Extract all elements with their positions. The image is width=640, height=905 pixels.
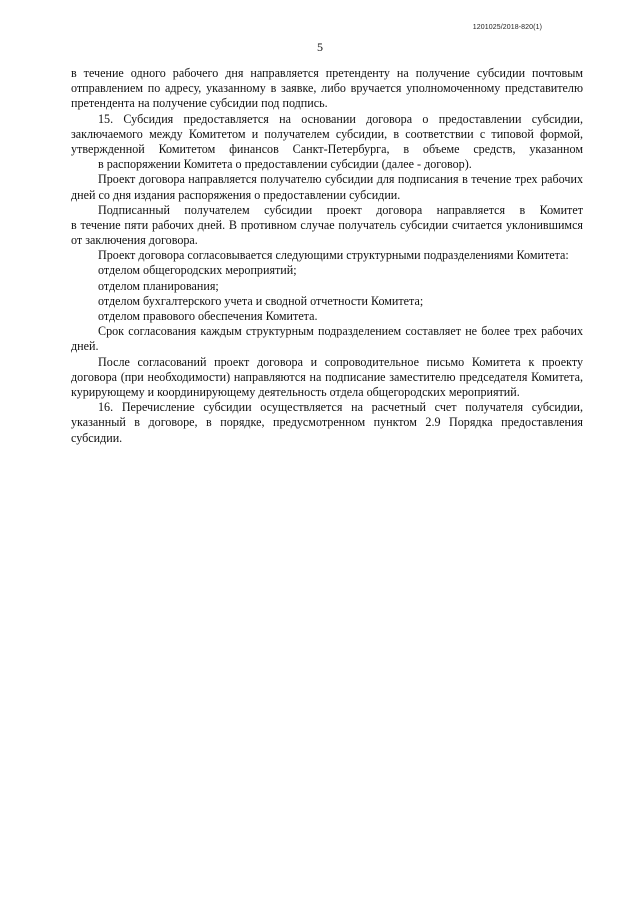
text-line: претендента на получение субсидии под подпись.: [71, 96, 328, 111]
text-line: отделом бухгалтерского учета и сводной отчетности Комитета;: [98, 293, 424, 308]
text-line: 16. Перечисление субсидии осуществляется на расчетный счет получателя субсидии,: [98, 400, 583, 415]
text-line: Проект договора согласовывается следующими структурными подразделениями Комитета:: [98, 248, 569, 263]
document-id: 1201025/2018-820(1): [472, 24, 542, 31]
text-line: договора (при необходимости) направляются на подписание заместителю председателя Комитета,: [71, 369, 583, 384]
text-line: отправлением по адресу, указанному в заявке, либо вручается уполномоченному представителю: [71, 81, 583, 96]
text-line: Срок согласования каждым структурным подразделением составляет не более трех рабочих: [98, 324, 583, 339]
text-line: 15. Субсидия предоставляется на основании договора о предоставлении субсидии,: [98, 111, 583, 126]
text-line: Подписанный получателем субсидии проект договора направляется в Комитет: [98, 202, 583, 217]
document-body: [71, 66, 583, 446]
text-line: курирующему и координирующему деятельность отдела общегородских мероприятий.: [71, 384, 520, 399]
text-line: дней.: [71, 339, 99, 354]
text-line: заключаемого между Комитетом и получателем субсидии, в соответствии с типовой формой,: [71, 126, 583, 141]
text-line: дней со дня издания распоряжения о предоставлении субсидии.: [71, 187, 401, 202]
text-line: в течение одного рабочего дня направляется претенденту на получение субсидии почтовым: [71, 66, 583, 80]
text-line: субсидии.: [71, 430, 123, 445]
page-number: 5: [317, 40, 323, 54]
text-line: Проект договора направляется получателю субсидии для подписания в течение трех рабочих: [98, 172, 583, 187]
text-line: отделом планирования;: [98, 278, 219, 293]
text-line: отделом правового обеспечения Комитета.: [98, 309, 318, 323]
text-line: в распоряжении Комитета о предоставлении субсидии (далее - договор).: [98, 157, 472, 172]
text-line: в течение пяти рабочих дней. В противном случае получатель субсидии считается уклонившимся: [71, 217, 583, 232]
text-line: После согласований проект договора и сопроводительное письмо Комитета к проекту: [98, 354, 583, 369]
text-line: отделом общегородских мероприятий;: [98, 263, 297, 278]
text-line: утвержденной Комитетом финансов Санкт-Петербурга, в объеме средств, указанном: [71, 141, 583, 156]
text-line: указанный в договоре, в порядке, предусмотренном пунктом 2.9 Порядка предоставления: [71, 415, 583, 430]
text-line: от заключения договора.: [71, 233, 198, 248]
